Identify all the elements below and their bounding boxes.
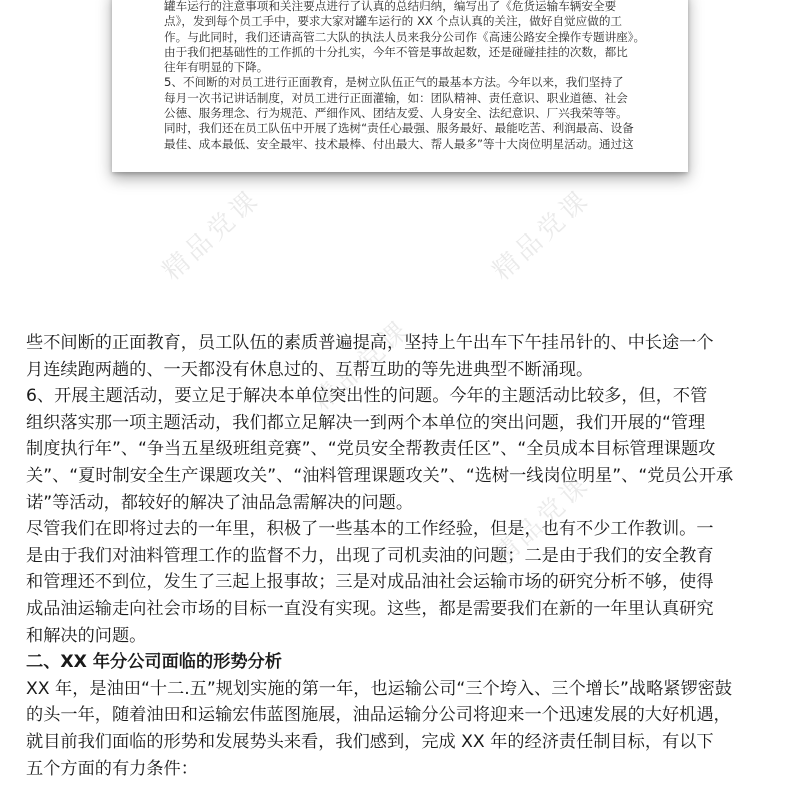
- body-line: 月连续跑两趟的、一天都没有休息过的、互帮互助的等先进典型不断涌现。: [26, 359, 594, 380]
- preview-line: 作。与此同时，我们还请高管二大队的执法人员来我分公司作《高速公路安全操作专题讲座》。: [164, 29, 646, 44]
- body-line: 制度执行年”、“争当五星级班组竞赛”、“党员安全帮教责任区”、“全员成本目标管理课题攻: [26, 439, 716, 460]
- document-body: [26, 330, 778, 782]
- body-line: 关”、“夏时制安全生产课题攻关”、“油料管理课题攻关”、“选树一线岗位明星”、“党员公开承: [26, 465, 734, 486]
- body-line: 些不间断的正面教育，员工队伍的素质普遍提高，坚持上午出车下午挂吊针的、中长途一个: [26, 333, 714, 353]
- body-line: 和管理还不到位，发生了三起上报事故；三是对成品油社会运输市场的研究分析不够，使得: [26, 572, 714, 593]
- body-line: 尽管我们在即将过去的一年里，积极了一些基本的工作经验，但是，也有不少工作教训。一: [26, 519, 714, 540]
- body-line: 诺”等活动，都较好的解决了油品急需解决的问题。: [26, 492, 414, 513]
- body-line: 组织落实那一项主题活动，我们都立足解决一到两个本单位的突出问题，我们开展的“管理: [26, 412, 706, 433]
- preview-line: 每月一次书记讲话制度，对员工进行正面灌输，如：团队精神、责任意识、职业道德、社会: [164, 90, 628, 105]
- body-line: 和解决的问题。: [26, 625, 147, 646]
- body-line: 五个方面的有力条件：: [26, 758, 198, 779]
- body-line: 就目前我们面临的形势和发展势头来看，我们感到，完成 XX 年的经济责任制目标，有以下: [26, 731, 714, 752]
- watermark: 精品党课: [487, 184, 597, 287]
- preview-line: 由于我们把基础性的工作抓的十分扎实，今年不管是事故起数，还是碰碰挂挂的次数，都比: [164, 44, 628, 59]
- watermark: 精品党课: [307, 314, 417, 417]
- watermark: 精品党课: [487, 469, 597, 572]
- body-line: 的头一年，随着油田和运输宏伟蓝图施展，油品运输分公司将迎来一个迅速发展的大好机遇，: [26, 705, 731, 726]
- body-line: 成品油运输走向社会市场的目标一直没有实现。这些，都是需要我们在新的一年里认真研究: [26, 598, 714, 619]
- page-preview-card: [112, 0, 688, 172]
- watermark: 精品党课: [157, 184, 267, 287]
- body-line: 6、开展主题活动，要立足于解决本单位突出性的问题。今年的主题活动比较多，但，不管: [26, 386, 708, 407]
- preview-line: 最佳、成本最低、安全最牢、技术最棒、付出最大、帮人最多”等十大岗位明星活动。通过这: [164, 136, 634, 151]
- preview-line: 罐车运行的注意事项和关注要点进行了认真的总结归纳，编写出了《危货运输车辆安全要: [164, 0, 617, 13]
- preview-line: 5、不间断的对员工进行正面教育，是树立队伍正气的最基本方法。今年以来，我们坚持了: [164, 75, 624, 90]
- preview-line: 公德、服务理念、行为规范、严细作风、团结友爱、人身安全、法纪意识、厂兴我荣等等。: [164, 106, 628, 121]
- body-line: 是由于我们对油料管理工作的监督不力，出现了司机卖油的问题；二是由于我们的安全教育: [26, 545, 714, 566]
- section-heading: 二、XX 年分公司面临的形势分析: [26, 652, 282, 673]
- preview-line: 点》，发到每个员工手中，要求大家对罐车运行的 XX 个点认真的关注，做好自觉应做的工: [164, 14, 623, 29]
- preview-text-block: [164, 0, 664, 152]
- preview-line: 同时，我们还在员工队伍中开展了选树“责任心最强、服务最好、最能吃苦、利润最高、设备: [164, 121, 634, 136]
- preview-line: 往年有明显的下降。: [164, 60, 269, 75]
- body-line: XX 年，是油田“十二.五”规划实施的第一年，也运输公司“三个垮入、三个增长”战略紧锣密鼓: [26, 678, 733, 699]
